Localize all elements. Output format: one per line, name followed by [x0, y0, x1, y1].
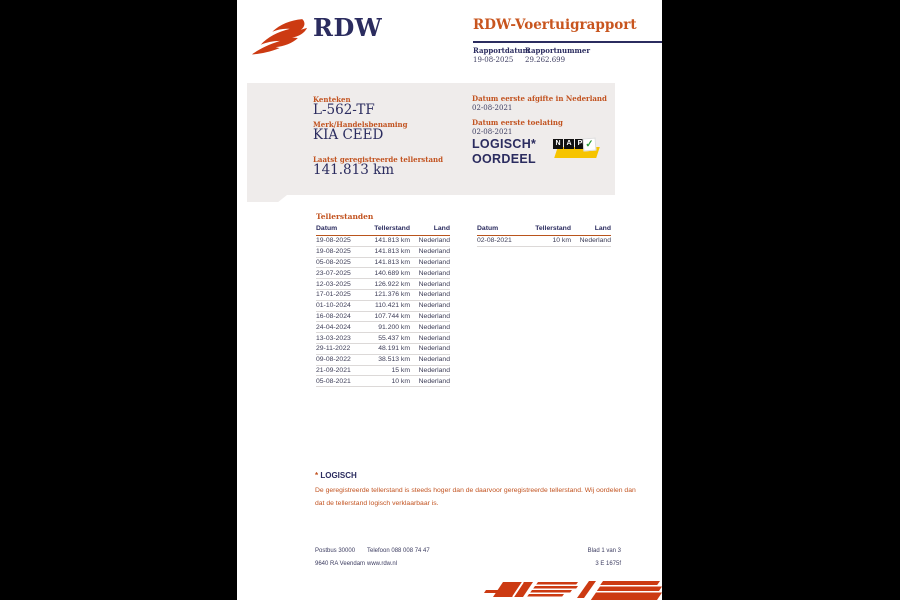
- footnote-asterisk: *: [315, 471, 319, 480]
- table-row: [316, 290, 450, 301]
- report-date-value: 19-08-2025: [473, 56, 514, 64]
- footnote-heading: [315, 471, 637, 480]
- table-cell: Nederland: [418, 312, 450, 320]
- table-cell: Nederland: [418, 258, 450, 266]
- table-row: [316, 355, 450, 366]
- table-cell: 05-08-2025: [316, 258, 351, 266]
- col-datum: Datum: [316, 225, 338, 232]
- table-cell: Nederland: [418, 237, 450, 245]
- rdw-feather-icon: [251, 18, 309, 58]
- table-cell: 15 km: [391, 366, 410, 374]
- rdw-logo-text: RDW: [313, 13, 383, 42]
- table-row: [316, 344, 450, 355]
- table-body: [316, 236, 450, 387]
- table-cell: 13-03-2023: [316, 334, 351, 342]
- toelating-label: Datum eerste toelating: [472, 118, 563, 127]
- table-cell: 107.744 km: [374, 312, 410, 320]
- table-cell: 10 km: [391, 377, 410, 385]
- table-cell: Nederland: [418, 248, 450, 256]
- table-cell: 91.200 km: [378, 323, 410, 331]
- footer-form-code: 3 E 1675f: [595, 560, 621, 567]
- col-land: Land: [433, 225, 450, 232]
- merk-value: KIA CEED: [313, 127, 384, 143]
- table-cell: 12-03-2025: [316, 280, 351, 288]
- table-cell: 141.813 km: [374, 237, 410, 245]
- report-date-label: Rapportdatum: [473, 46, 531, 55]
- table-header: [477, 225, 611, 236]
- nap-checkmark-icon: ✓: [583, 138, 597, 152]
- table-row: [316, 236, 450, 247]
- table-cell: 21-09-2021: [316, 366, 351, 374]
- col-land: Land: [594, 225, 611, 232]
- table-cell: 55.437 km: [378, 334, 410, 342]
- report-number-label: Rapportnummer: [525, 46, 591, 55]
- afgifte-value: 02-08-2021: [472, 104, 513, 112]
- table-cell: Nederland: [418, 323, 450, 331]
- table-cell: 01-10-2024: [316, 302, 351, 310]
- table-cell: 121.376 km: [374, 291, 410, 299]
- footnote-heading-text: LOGISCH: [318, 471, 357, 480]
- tellerstanden-heading: Tellerstanden: [316, 212, 374, 221]
- afgifte-label: Datum eerste afgifte in Nederland: [472, 94, 607, 103]
- table-row: [316, 279, 450, 290]
- footer-address: [315, 545, 365, 570]
- table-row: [316, 301, 450, 312]
- table-cell: 48.191 km: [378, 345, 410, 353]
- table-row: [316, 333, 450, 344]
- table-row: [477, 236, 611, 247]
- table-cell: 09-08-2022: [316, 356, 351, 364]
- footnote-text: De geregistreerde tellerstand is steeds hoger dan de daarvoor geregistreerde tellerstand. Wij oordelen dan dat de tellerstand logisch verklaarbaar is.: [315, 487, 636, 507]
- kenteken-label: Kenteken: [313, 95, 351, 104]
- col-tellerstand: Tellerstand: [535, 225, 571, 232]
- oordeel-line1: LOGISCH*: [472, 137, 537, 151]
- merk-label: Merk/Handelsbenaming: [313, 120, 408, 129]
- table-row: [316, 366, 450, 377]
- oordeel-text: [472, 137, 536, 167]
- nap-letter-p: P: [575, 139, 585, 149]
- table-header: [316, 225, 450, 236]
- footer-city: 9640 RA Veendam: [315, 560, 366, 567]
- table-row: [316, 258, 450, 269]
- table-cell: 110.421 km: [374, 302, 410, 310]
- report-number-value: 29.262.699: [525, 56, 566, 64]
- footer-phone: Telefoon 088 008 74 47: [367, 548, 430, 554]
- table-cell: Nederland: [418, 377, 450, 385]
- table-cell: 141.813 km: [374, 258, 410, 266]
- tellerstand-value: 141.813 km: [313, 162, 395, 178]
- table-row: [316, 312, 450, 323]
- nap-logo: [553, 138, 603, 162]
- table-cell: 05-08-2021: [316, 377, 351, 385]
- tellerstand-label: Laatst geregistreerde tellerstand: [313, 155, 443, 164]
- table-cell: 126.922 km: [374, 280, 410, 288]
- toelating-value: 02-08-2021: [472, 128, 513, 136]
- table-cell: 16-08-2024: [316, 312, 351, 320]
- table-cell: Nederland: [418, 269, 450, 277]
- table-cell: 38.513 km: [378, 356, 410, 364]
- table-cell: Nederland: [418, 280, 450, 288]
- summary-box-tab: [247, 195, 287, 202]
- table-row: [316, 322, 450, 333]
- table-cell: 23-07-2025: [316, 269, 351, 277]
- table-cell: 24-04-2024: [316, 323, 351, 331]
- logisch-footnote: [315, 471, 637, 510]
- table-cell: Nederland: [579, 237, 611, 245]
- col-tellerstand: Tellerstand: [374, 225, 410, 232]
- oordeel-line2: OORDEEL: [472, 152, 536, 166]
- table-cell: Nederland: [418, 334, 450, 342]
- table-cell: Nederland: [418, 366, 450, 374]
- kenteken-value: L-562-TF: [313, 102, 375, 118]
- first-registration-table: [477, 225, 611, 247]
- table-cell: 02-08-2021: [477, 237, 512, 245]
- table-cell: 10 km: [552, 237, 571, 245]
- footer-postbus: Postbus 30000: [315, 548, 356, 554]
- table-cell: Nederland: [418, 302, 450, 310]
- nap-letter-a: A: [564, 139, 574, 149]
- table-row: [316, 268, 450, 279]
- col-datum: Datum: [477, 225, 499, 232]
- footer-page-info: [537, 545, 621, 570]
- table-cell: Nederland: [418, 356, 450, 364]
- table-row: [316, 376, 450, 387]
- vehicle-summary-box: [247, 83, 615, 195]
- table-cell: 141.813 km: [374, 248, 410, 256]
- rdw-report-page: [237, 0, 662, 600]
- table-cell: 19-08-2025: [316, 237, 351, 245]
- nap-letter-n: N: [553, 139, 563, 149]
- footer-page-number: Blad 1 van 3: [587, 548, 621, 554]
- rdw-wing-stripes-icon: [470, 577, 662, 600]
- footer-website: www.rdw.nl: [367, 560, 398, 567]
- table-cell: 19-08-2025: [316, 248, 351, 256]
- table-cell: 140.689 km: [374, 269, 410, 277]
- footer-contact: [367, 545, 430, 570]
- tellerstanden-table: [316, 225, 450, 387]
- table-body: [477, 236, 611, 247]
- report-title: RDW-Voertuigrapport: [473, 17, 637, 33]
- title-divider: [473, 41, 662, 43]
- table-cell: Nederland: [418, 291, 450, 299]
- table-cell: 29-11-2022: [316, 345, 351, 353]
- table-row: [316, 247, 450, 258]
- table-cell: 17-01-2025: [316, 291, 351, 299]
- table-cell: Nederland: [418, 345, 450, 353]
